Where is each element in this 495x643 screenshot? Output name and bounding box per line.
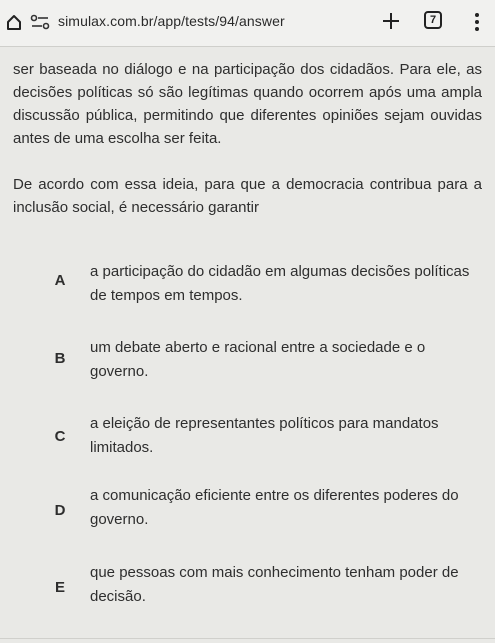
option-letter: E xyxy=(54,579,65,596)
option-text: um debate aberto e racional entre a sociedade e o governo. xyxy=(90,339,426,380)
option-letter: C xyxy=(54,428,66,445)
divider xyxy=(0,638,495,639)
option-text: a eleição de representantes políticos para mandatos limitados. xyxy=(90,415,439,456)
address-bar[interactable]: simulax.com.br/app/tests/94/answer xyxy=(58,13,285,29)
menu-dots-icon[interactable] xyxy=(474,12,480,32)
option-letter: A xyxy=(54,272,66,289)
home-icon[interactable] xyxy=(6,14,22,30)
question-prompt: De acordo com essa ideia, para que a democracia contribua para a inclusão social, é necessário garantir xyxy=(13,176,482,216)
browser-toolbar xyxy=(0,0,495,47)
option-text: que pessoas com mais conhecimento tenham poder de decisão. xyxy=(90,564,459,605)
option-text: a participação do cidadão em algumas decisões políticas de tempos em tempos. xyxy=(90,263,470,304)
question-paragraph: ser baseada no diálogo e na participação dos cidadãos. Para ele, as decisões políticas só são legítimas quando ocorrem após uma ampla discussão pública, permitindo que diferentes opiniões sejam ouvidas antes de uma escolha ser feita. xyxy=(13,61,482,147)
option-letter: D xyxy=(54,502,66,519)
option-letter: B xyxy=(54,350,66,367)
tab-switcher-button[interactable]: 7 xyxy=(424,11,442,29)
option-text: a comunicação eficiente entre os diferentes poderes do governo. xyxy=(90,487,459,528)
site-settings-icon[interactable] xyxy=(30,14,50,30)
new-tab-icon[interactable] xyxy=(381,11,401,31)
